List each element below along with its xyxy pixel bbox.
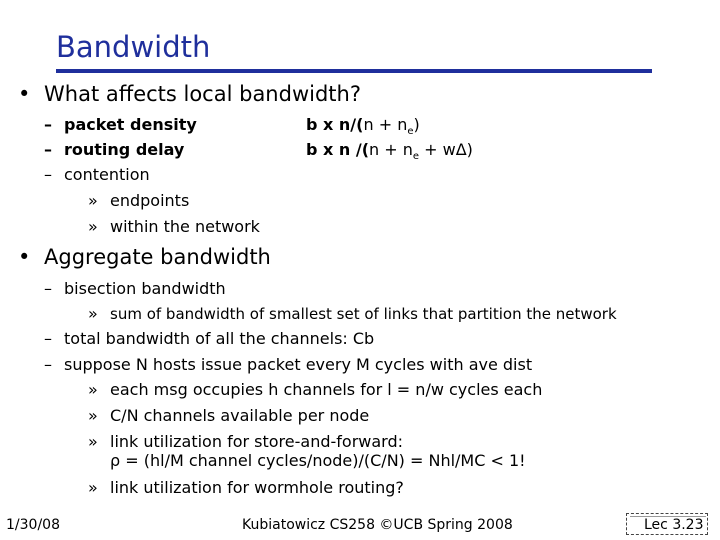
formula-suffix: ) — [466, 140, 473, 159]
sub-text: contention — [64, 165, 150, 184]
subsub-sum-of — [88, 304, 617, 323]
dash-glyph: – — [44, 355, 52, 374]
formula-mid: n + n — [369, 140, 413, 159]
subsub-text: link utilization for store-and-forward: — [110, 432, 404, 451]
subsub-within-network — [88, 217, 260, 236]
dash-glyph: – — [44, 140, 52, 159]
delta-symbol: Δ — [455, 140, 467, 159]
footer-course: Kubiatowicz CS258 ©UCB Spring 2008 — [242, 517, 513, 533]
chevron-glyph: » — [88, 432, 98, 451]
dash-glyph: – — [44, 329, 52, 348]
formula-routing-delay — [306, 140, 473, 162]
formula-sub: e — [407, 126, 414, 138]
chevron-glyph: » — [88, 380, 98, 399]
dash-glyph: – — [44, 165, 52, 184]
sub-text: suppose N hosts issue packet every M cycles with ave dist — [64, 355, 533, 374]
chevron-glyph: » — [88, 406, 98, 425]
sub-suppose — [44, 355, 532, 374]
sub-bisection — [44, 279, 226, 298]
bullet-what-affects — [18, 82, 361, 106]
formula-suffix: ) — [413, 115, 420, 134]
formula-mid2: + w — [419, 140, 456, 159]
formula-prefix: b x n/( — [306, 115, 364, 134]
formula-prefix: b x n /( — [306, 140, 370, 159]
formula-sub: e — [412, 151, 420, 163]
subsub-text: link utilization for wormhole routing? — [110, 478, 404, 497]
subsub-text: sum of bandwidth of smallest set of links that partition the network — [110, 305, 617, 323]
footer-date: 1/30/08 — [6, 517, 60, 533]
sub-contention — [44, 165, 150, 184]
footer-lecture-number: Lec 3.23 — [644, 517, 704, 533]
sub-text: routing delay — [64, 140, 185, 159]
chevron-glyph: » — [88, 304, 98, 323]
sub-packet-density — [44, 115, 197, 134]
bullet-text: Aggregate bandwidth — [44, 245, 271, 269]
dash-glyph: – — [44, 279, 52, 298]
subsub-text: within the network — [110, 217, 260, 236]
slide-title: Bandwidth — [56, 30, 211, 64]
subsub-text: C/N channels available per node — [110, 406, 370, 425]
sub-text: total bandwidth of all the channels: Cb — [64, 329, 375, 348]
bullet-glyph: • — [18, 245, 31, 269]
subsub-cn-channels — [88, 406, 369, 425]
subsub-each-msg — [88, 380, 542, 399]
chevron-glyph: » — [88, 478, 98, 497]
sub-text: bisection bandwidth — [64, 279, 226, 298]
chevron-glyph: » — [88, 217, 98, 236]
formula-packet-density — [306, 115, 420, 137]
subsub-endpoints — [88, 191, 189, 210]
subsub-link-util-wormhole — [88, 478, 404, 497]
sub-total-bandwidth — [44, 329, 374, 348]
dash-glyph: – — [44, 115, 52, 134]
chevron-glyph: » — [88, 191, 98, 210]
subsub-text: each msg occupies h channels for l = n/w cycles each — [110, 380, 543, 399]
subsub-text: endpoints — [110, 191, 190, 210]
subsub-link-util-sf — [88, 432, 403, 451]
formula-mid: n + n — [363, 115, 408, 134]
bullet-aggregate-bandwidth — [18, 245, 271, 269]
sub-text: packet density — [64, 115, 197, 134]
sub-routing-delay — [44, 140, 184, 159]
bullet-text: What affects local bandwidth? — [44, 82, 361, 106]
rho-formula: ρ = (hl/M channel cycles/node)/(C/N) = Nhl/MC < 1! — [110, 451, 526, 470]
title-underline — [56, 69, 652, 73]
bullet-glyph: • — [18, 82, 31, 106]
